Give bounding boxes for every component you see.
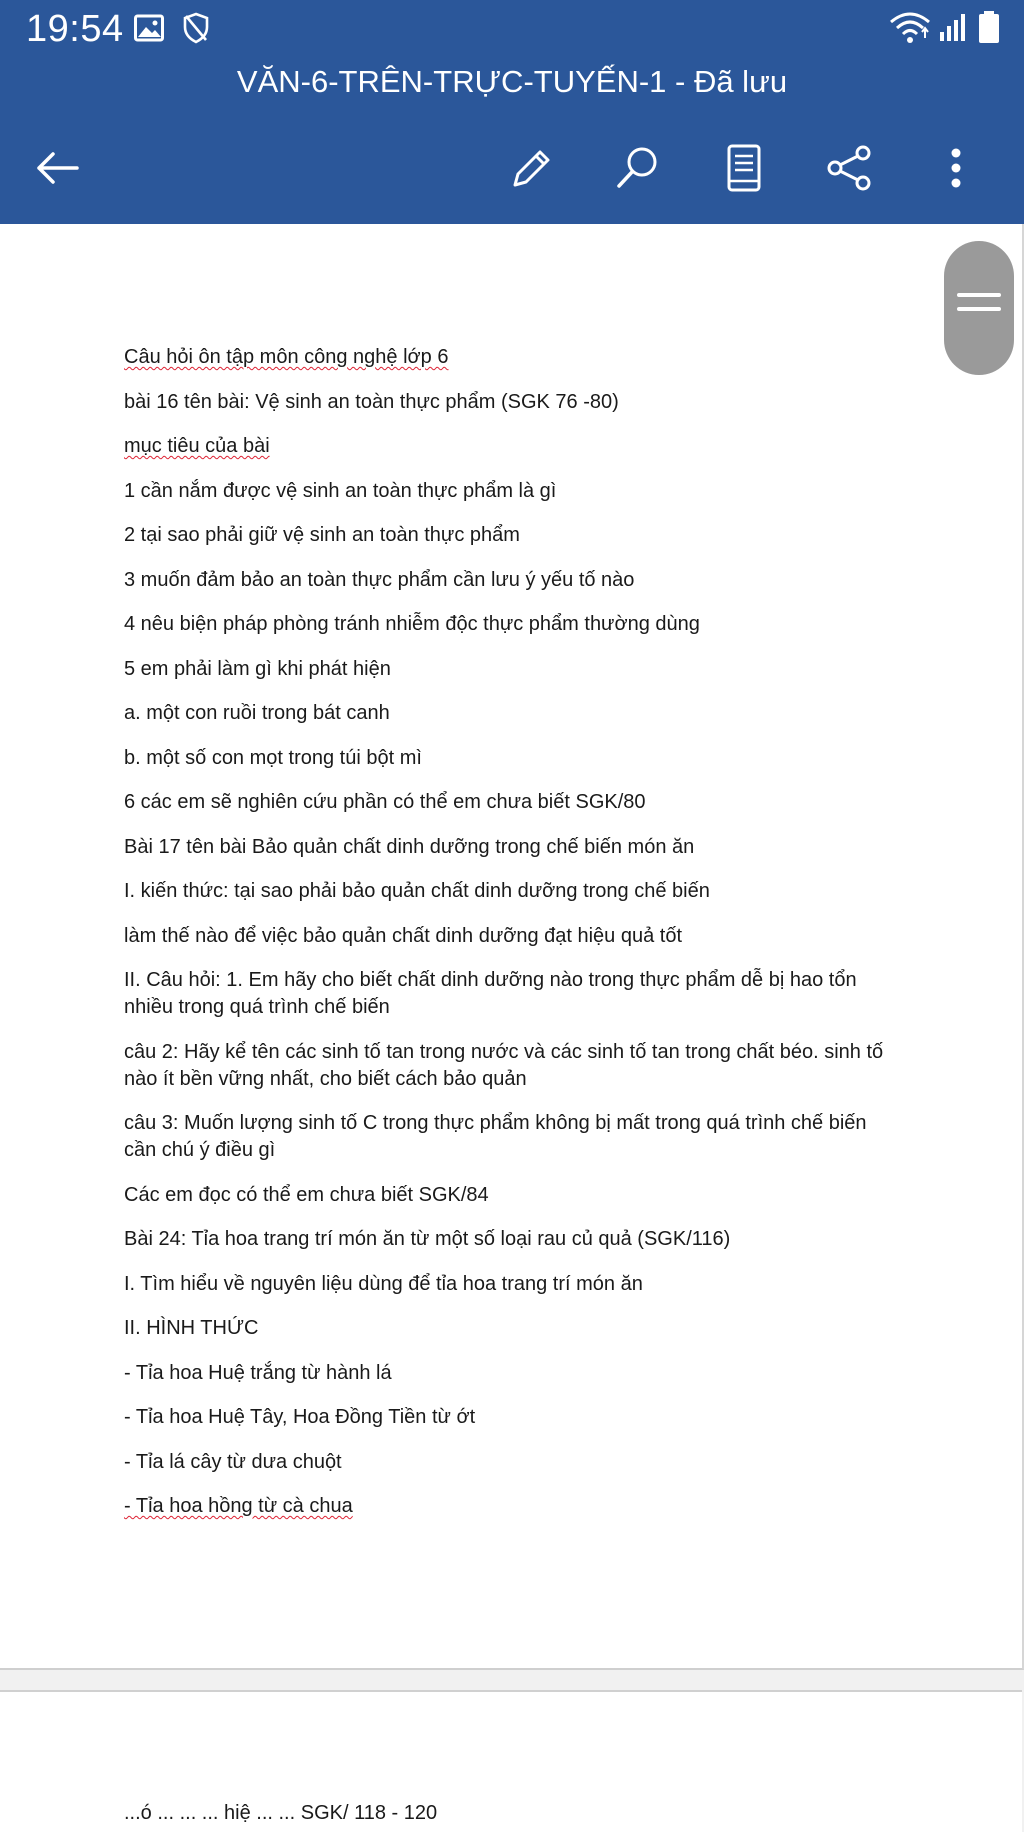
document-line: câu 3: Muốn lượng sinh tố C trong thực phẩm không bị mất trong quá trình chế biến cần chú ý điều gì [124,1112,867,1161]
grip-line [957,307,1001,311]
document-line: - Tỉa lá cây từ dưa chuột [124,1450,342,1473]
document-title: VĂN-6-TRÊN-TRỰC-TUYẾN-1 - Đã lưu [236,64,788,99]
document-line: a. một con ruồi trong bát canh [124,702,390,724]
back-arrow-icon [31,148,81,188]
reading-mode-icon [724,143,764,193]
more-vert-icon [946,143,966,193]
document-line: 6 các em sẽ nghiên cứu phần có thể em chưa biết SGK/80 [124,791,646,813]
document-line: làm thế nào để việc bảo quản chất dinh dưỡng đạt hiệu quả tốt [124,924,683,947]
wifi-icon [888,10,932,49]
document-line: mục tiêu của bài [124,435,270,457]
image-icon [134,14,164,47]
document-line: II. HÌNH THỨC [124,1317,259,1339]
next-page-partial-text: ...ó ... ... ... hiệ ... ... SGK/ 118 - 120 [124,1802,438,1824]
document-line: b. một số con mọt trong túi bột mì [124,746,422,769]
document-line: I. kiến thức: tại sao phải bảo quản chất dinh dưỡng trong chế biến [124,880,710,902]
document-line: - Tỉa hoa Huệ trắng từ hành lá [124,1361,392,1384]
document-line: I. Tìm hiểu về nguyên liệu dùng để tỉa hoa trang trí món ăn [124,1272,643,1295]
document-line: - Tỉa hoa hồng từ cà chua [124,1495,353,1517]
document-line: Bài 24: Tỉa hoa trang trí món ăn từ một số loại rau củ quả (SGK/116) [124,1228,731,1250]
shield-icon [182,12,210,49]
document-line: 5 em phải làm gì khi phát hiện [124,657,391,680]
document-body [124,344,904,1538]
scroll-thumb[interactable] [944,241,1014,375]
status-time: 19:54 [26,8,124,50]
document-line: Câu hỏi ôn tập môn công nghệ lớp 6 [124,346,449,368]
grip-line [957,293,1001,297]
share-icon [825,143,875,193]
document-line: Các em đọc có thể em chưa biết SGK/84 [124,1183,489,1206]
pencil-icon [507,143,557,193]
document-line: - Tỉa hoa Huệ Tây, Hoa Đồng Tiền từ ớt [124,1406,476,1428]
back-button[interactable] [26,138,86,198]
reading-mode-button[interactable] [714,138,774,198]
battery-icon [978,10,1000,49]
document-line: II. Câu hỏi: 1. Em hãy cho biết chất dinh dưỡng nào trong thực phẩm dễ bị hao tổn nhiều trong quá trình chế biến [124,969,857,1018]
document-line: 4 nêu biện pháp phòng tránh nhiễm độc thực phẩm thường dùng [124,613,700,635]
edit-button[interactable] [502,138,562,198]
share-button[interactable] [820,138,880,198]
document-line: 1 cần nắm được vệ sinh an toàn thực phẩm là gì [124,479,557,502]
status-bar [0,0,1024,58]
signal-icon [938,12,966,47]
more-options-button[interactable] [926,138,986,198]
app-bar [0,0,1024,224]
search-button[interactable] [608,138,668,198]
document-line: 3 muốn đảm bảo an toàn thực phẩm cần lưu ý yếu tố nào [124,568,635,591]
document-line: Bài 17 tên bài Bảo quản chất dinh dưỡng trong chế biến món ăn [124,835,695,858]
document-line: câu 2: Hãy kể tên các sinh tố tan trong nước và các sinh tố tan trong chất béo. sinh tố nào ít bền vững nhất, cho biết cách bảo quản [124,1040,884,1090]
document-line: 2 tại sao phải giữ vệ sinh an toàn thực phẩm [124,524,520,546]
search-icon [613,143,663,193]
document-line: bài 16 tên bài: Vệ sinh an toàn thực phẩm (SGK 76 -80) [124,390,619,413]
document-page[interactable] [0,224,1024,1670]
